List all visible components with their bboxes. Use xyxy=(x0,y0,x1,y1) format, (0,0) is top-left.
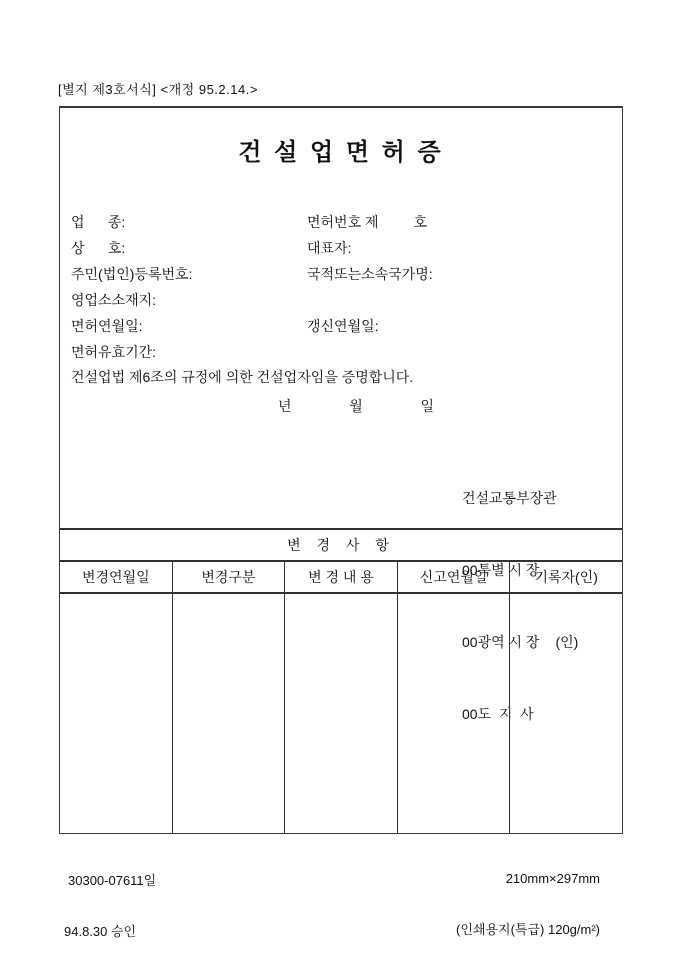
date-day-label: 일 xyxy=(420,398,434,414)
field-row-company-name xyxy=(60,238,622,256)
field-registration-number-label: 주민(법인)등록번호: xyxy=(71,266,193,282)
field-company-name-label: 상 호: xyxy=(71,240,126,256)
column-header-change-category: 변경구분 xyxy=(173,562,286,592)
field-representative-label: 대표자: xyxy=(307,240,352,256)
field-license-date-label: 면허연월일: xyxy=(71,318,143,334)
license-document-box xyxy=(59,106,623,834)
field-row-validity-period xyxy=(60,342,622,360)
seal-mark: (인) xyxy=(555,634,579,650)
footer-form-number: 30300-07611일 xyxy=(68,873,157,888)
document-title: 건 설 업 면 허 증 xyxy=(238,139,444,166)
column-header-report-date: 신고연월일 xyxy=(398,562,511,592)
body-cell-report-date xyxy=(398,594,511,833)
column-header-recorder-seal: 기록자(인) xyxy=(534,569,598,585)
form-reference-note: [별지 제3호서식] <개정 95.2.14.> xyxy=(58,82,258,97)
field-row-registration-number xyxy=(60,264,622,282)
field-business-type-label: 업 종: xyxy=(71,214,126,230)
issuer-governor-label: 00도 지 사 xyxy=(462,706,534,722)
column-header-change-date: 변경연월일 xyxy=(60,562,173,592)
body-cell-recorder-seal xyxy=(510,594,622,833)
changes-table-header-row xyxy=(60,562,622,594)
footer-paper-size: 210mm×297mm xyxy=(505,871,600,886)
field-row-business-type xyxy=(60,212,622,230)
field-validity-period-label: 면허유효기간: xyxy=(71,344,157,360)
date-month-label: 월 xyxy=(349,398,363,414)
field-row-office-address xyxy=(60,290,622,308)
issue-date-line xyxy=(278,396,434,416)
footer-paper-type: (인쇄용지(특급) 120g/m²) xyxy=(456,922,600,937)
field-row-license-date xyxy=(60,316,622,334)
field-office-address-label: 영업소소재지: xyxy=(71,292,157,308)
body-cell-change-date xyxy=(60,594,173,833)
footer-form-number-block xyxy=(64,838,156,962)
body-cell-change-category xyxy=(173,594,286,833)
changes-table-body-row xyxy=(60,594,622,833)
changes-section-title: 변 경 사 항 xyxy=(60,528,622,562)
body-cell-change-details xyxy=(285,594,398,833)
issuer-minister-label: 건설교통부장관 xyxy=(462,490,557,506)
issuer-special-mayor-label: 00특별 시 장 xyxy=(462,562,540,578)
footer-paper-spec-block xyxy=(456,836,600,962)
issuer-metropolitan-mayor-label: 00광역 시 장 xyxy=(462,634,540,650)
date-year-label: 년 xyxy=(278,398,292,414)
column-header-change-details: 변 경 내 용 xyxy=(285,562,398,592)
field-renewal-date-label: 갱신연월일: xyxy=(307,318,379,334)
field-nationality-label: 국적또는소속국가명: xyxy=(307,266,433,282)
footer-approval-date: 94.8.30 승인 xyxy=(64,924,137,939)
field-license-number-label: 면허번호 제 호 xyxy=(307,214,428,230)
certification-statement: 건설업법 제6조의 규정에 의한 건설업자임을 증명합니다. xyxy=(71,369,414,385)
